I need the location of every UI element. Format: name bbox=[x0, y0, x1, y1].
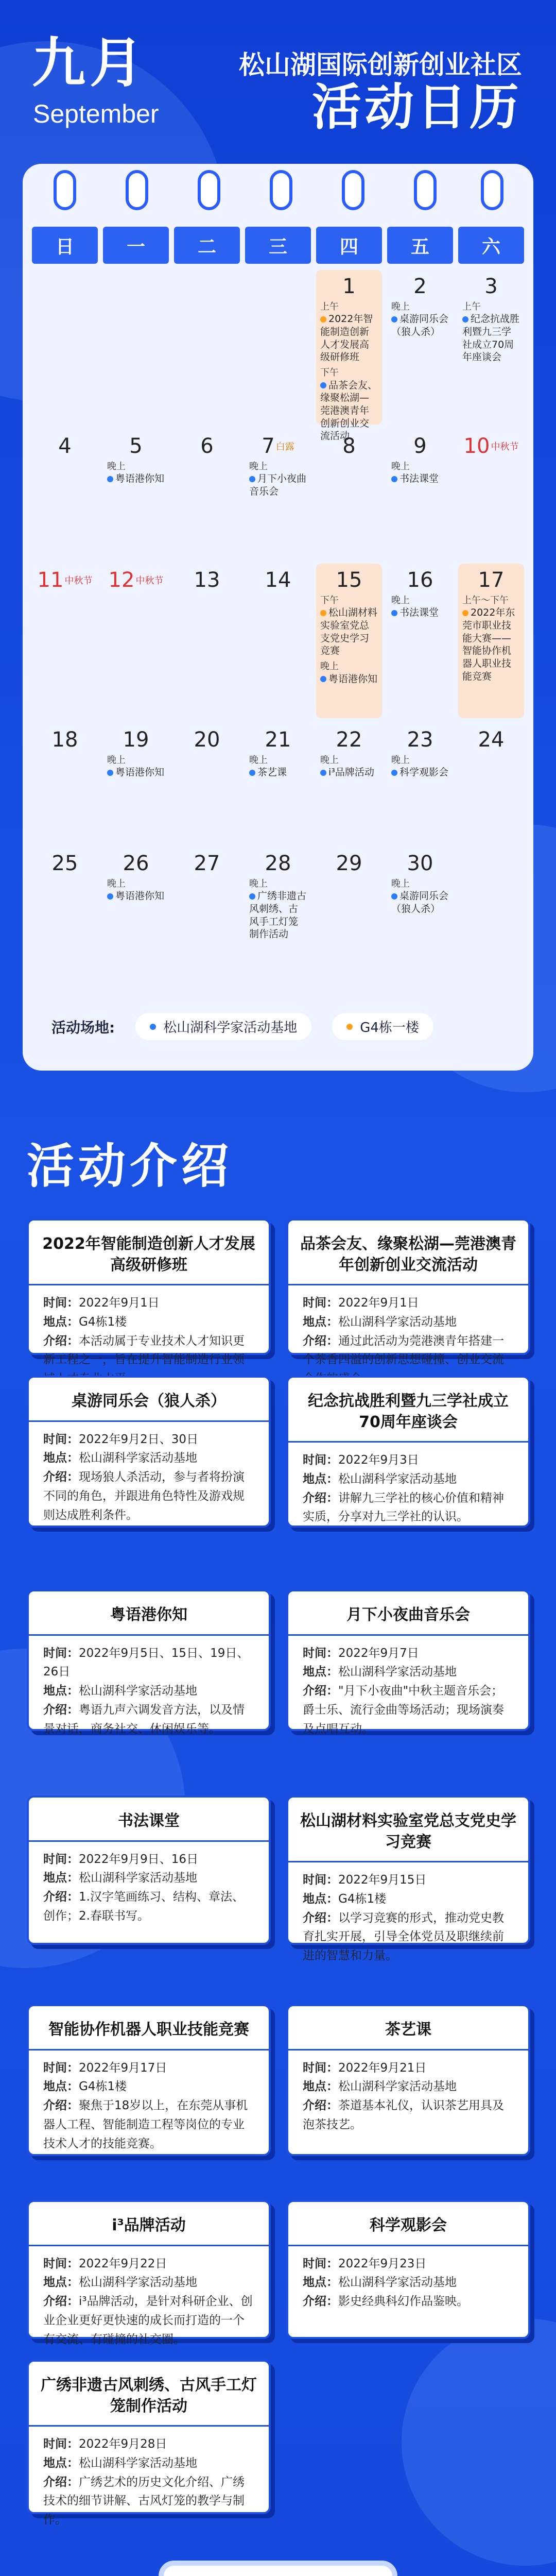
activity-desc bbox=[29, 1701, 269, 1739]
desc-label: 介绍： bbox=[43, 1890, 79, 1904]
base-dot-icon bbox=[150, 1024, 156, 1030]
activity-desc bbox=[29, 2096, 269, 2153]
day-number: 8 bbox=[342, 434, 356, 458]
activity-place bbox=[29, 2454, 269, 2473]
day-event: 晚上 桌游同乐会（狼人杀） bbox=[391, 301, 449, 338]
desc-label: 介绍： bbox=[43, 2295, 79, 2309]
activity-body bbox=[288, 1441, 528, 1538]
activity-card bbox=[286, 1376, 530, 1528]
activity-title: 松山湖材料实验室党总支党史学习竞赛 bbox=[300, 1812, 516, 1851]
weekday-tue: 二 bbox=[174, 227, 240, 264]
activity-place bbox=[29, 2077, 269, 2096]
day-event: 晚上 i³品牌活动 bbox=[320, 755, 374, 778]
calendar-day-24[interactable] bbox=[458, 723, 524, 842]
intro-section-title: 活动介绍 bbox=[27, 1139, 233, 1194]
activity-desc bbox=[288, 1489, 528, 1527]
day-number: 22 bbox=[336, 728, 362, 752]
place-label: 地点： bbox=[43, 1871, 79, 1885]
day-number: 25 bbox=[51, 852, 78, 875]
place-label: 地点： bbox=[303, 1665, 338, 1679]
calendar-day-27[interactable] bbox=[174, 847, 240, 981]
base-dot-icon bbox=[107, 476, 113, 482]
desc-value: i³品牌活动，是针对科研企业、创业企业更好更快速的成长而打造的一个有交流、有碰撞的社交圈。 bbox=[43, 2295, 253, 2346]
calendar-day-2[interactable] bbox=[387, 270, 453, 425]
day-number: 2 bbox=[413, 275, 427, 298]
activity-body bbox=[29, 2245, 269, 2361]
activity-desc bbox=[29, 1468, 269, 1524]
calendar-day-8[interactable] bbox=[316, 430, 382, 558]
time-label: 时间： bbox=[43, 1852, 79, 1866]
calendar-day-11[interactable] bbox=[32, 564, 98, 718]
activity-place bbox=[288, 1313, 528, 1332]
weekday-header bbox=[32, 227, 524, 264]
activity-card bbox=[286, 2004, 530, 2156]
activity-body bbox=[288, 2245, 528, 2323]
calendar-day-empty bbox=[245, 270, 311, 425]
activity-body bbox=[29, 1840, 269, 1937]
place-label: 地点： bbox=[303, 1315, 338, 1329]
time-label: 时间： bbox=[303, 1296, 338, 1310]
activity-desc bbox=[29, 2292, 269, 2349]
page-title: 活动日历 bbox=[312, 78, 522, 136]
place-label: 地点： bbox=[43, 2456, 79, 2470]
calendar-day-21[interactable] bbox=[245, 723, 311, 842]
activity-time bbox=[29, 1850, 269, 1869]
time-value: 2022年9月17日 bbox=[79, 2061, 167, 2075]
activity-time bbox=[288, 1451, 528, 1470]
binder-ring-icon bbox=[414, 170, 437, 210]
calendar-day-12[interactable] bbox=[103, 564, 169, 718]
day-number: 23 bbox=[407, 728, 433, 752]
base-dot-icon bbox=[320, 770, 326, 776]
place-value: 松山湖科学家活动基地 bbox=[338, 1315, 457, 1329]
day-event: 晚上 科学观影会 bbox=[391, 755, 449, 778]
weekday-sun: 日 bbox=[32, 227, 98, 264]
day-event: 晚上 月下小夜曲音乐会 bbox=[249, 461, 307, 498]
activity-title: 月下小夜曲音乐会 bbox=[346, 1606, 470, 1624]
weekday-fri: 五 bbox=[387, 227, 453, 264]
desc-value: 聚焦于18岁以上，在东莞从事机器人工程、智能制造工程等岗位的专业技术人才的技能竞赛。 bbox=[43, 2099, 248, 2150]
activity-time bbox=[29, 2435, 269, 2454]
activity-time bbox=[288, 2059, 528, 2078]
g4-dot-icon bbox=[320, 316, 326, 323]
time-value: 2022年9月28日 bbox=[79, 2437, 167, 2451]
activity-desc bbox=[288, 1909, 528, 1965]
day-number: 10 中秋节 bbox=[463, 434, 519, 458]
weekday-thu: 四 bbox=[316, 227, 382, 264]
time-label: 时间： bbox=[43, 2437, 79, 2451]
place-value: 松山湖科学家活动基地 bbox=[338, 1665, 457, 1679]
activity-title: 桌游同乐会（狼人杀） bbox=[72, 1392, 226, 1410]
time-value: 2022年9月21日 bbox=[338, 2061, 427, 2075]
calendar-week bbox=[32, 847, 524, 981]
place-label: 地点： bbox=[43, 1451, 79, 1465]
day-number: 15 bbox=[336, 568, 362, 592]
day-event: 下午 品茶会友、缘聚松湖—莞港澳青年创新创业交流活动 bbox=[320, 367, 378, 442]
calendar-day-30[interactable] bbox=[387, 847, 453, 981]
calendar-day-empty bbox=[174, 270, 240, 425]
day-number: 24 bbox=[478, 728, 505, 752]
g4-dot-icon bbox=[346, 1024, 353, 1030]
place-value: 松山湖科学家活动基地 bbox=[79, 1871, 197, 1885]
desc-label: 介绍： bbox=[303, 1334, 338, 1348]
calendar-day-25[interactable] bbox=[32, 847, 98, 981]
desc-value: 通过此活动为莞港澳青年搭建一个茶香四溢的创新思想碰撞、创业交流 bbox=[303, 1334, 504, 1367]
activity-card bbox=[27, 1795, 271, 1945]
time-label: 时间： bbox=[303, 1646, 338, 1660]
base-dot-icon bbox=[249, 893, 255, 900]
activity-time bbox=[288, 2255, 528, 2274]
desc-label: 介绍： bbox=[303, 1684, 338, 1698]
day-number: 20 bbox=[194, 728, 220, 752]
activity-title: 智能协作机器人职业技能竞赛 bbox=[48, 2021, 249, 2039]
calendar-day-14[interactable] bbox=[245, 564, 311, 718]
weekday-sat: 六 bbox=[458, 227, 524, 264]
calendar-week bbox=[32, 723, 524, 842]
desc-label: 介绍： bbox=[43, 1334, 79, 1348]
activity-desc bbox=[288, 2096, 528, 2134]
activity-place bbox=[288, 2077, 528, 2096]
place-value: 松山湖科学家活动基地 bbox=[338, 1472, 457, 1486]
time-label: 时间： bbox=[303, 1873, 338, 1887]
activity-card bbox=[286, 2200, 530, 2339]
day-event: 晚上 粤语港你知 bbox=[107, 878, 165, 902]
day-event: 上午 2022年智能制造创新人才发展高级研修班 bbox=[320, 301, 373, 363]
day-event: 晚上 书法课堂 bbox=[391, 595, 439, 619]
calendar-day-28[interactable] bbox=[245, 847, 311, 981]
calendar-week bbox=[32, 430, 524, 558]
day-number: 11 中秋节 bbox=[37, 568, 93, 592]
time-value: 2022年9月22日 bbox=[79, 2257, 167, 2270]
desc-label: 介绍： bbox=[43, 2099, 79, 2113]
day-number: 27 bbox=[194, 852, 220, 875]
day-event: 晚上 广绣非遗古风刺绣、古风手工灯笼制作活动 bbox=[249, 878, 307, 940]
weekday-wed: 三 bbox=[245, 227, 311, 264]
binder-ring-icon bbox=[342, 170, 364, 210]
base-dot-icon bbox=[391, 770, 397, 776]
day-number: 26 bbox=[123, 852, 149, 875]
activity-body bbox=[29, 2049, 269, 2165]
activity-title: 粤语港你知 bbox=[110, 1606, 187, 1624]
activity-body bbox=[29, 1634, 269, 1750]
binder-ring-icon bbox=[481, 170, 503, 210]
day-number: 18 bbox=[51, 728, 78, 752]
activity-title: 茶艺课 bbox=[385, 2021, 431, 2039]
calendar-day-7[interactable] bbox=[245, 430, 311, 558]
binder-ring-icon bbox=[270, 170, 292, 210]
desc-label: 介绍： bbox=[43, 1703, 79, 1717]
day-event: 上午 纪念抗战胜利暨九三学社成立70周年座谈会 bbox=[462, 301, 520, 363]
holiday-tag: 中秋节 bbox=[64, 575, 93, 587]
day-event: 下午 松山湖材料实验室党总支党史学习竞赛 bbox=[320, 595, 378, 657]
time-label: 时间： bbox=[303, 2061, 338, 2075]
day-number: 3 bbox=[484, 275, 498, 298]
place-label: 地点： bbox=[303, 1472, 338, 1486]
desc-value: 讲解九三学社的核心价值和精神实质，分享对九三学社的认识。 bbox=[303, 1491, 504, 1524]
activity-time bbox=[29, 1294, 269, 1313]
day-event: 晚上 茶艺课 bbox=[249, 755, 287, 778]
weekday-mon: 一 bbox=[103, 227, 169, 264]
qr-code[interactable] bbox=[164, 2566, 392, 2576]
month-title: 九月 bbox=[32, 31, 148, 94]
activity-place bbox=[288, 1890, 528, 1909]
legend-label: 活动场地: bbox=[51, 1019, 115, 1036]
g4-dot-icon bbox=[462, 610, 468, 616]
place-value: G4栋1楼 bbox=[338, 1892, 387, 1906]
time-label: 时间： bbox=[43, 2257, 79, 2270]
place-label: 地点： bbox=[43, 2080, 79, 2094]
calendar-day-18[interactable] bbox=[32, 723, 98, 842]
day-number: 28 bbox=[265, 852, 291, 875]
place-label: 地点： bbox=[303, 2080, 338, 2094]
activity-body bbox=[288, 1861, 528, 1977]
activity-title: 书法课堂 bbox=[118, 1812, 180, 1830]
calendar-day-4[interactable] bbox=[32, 430, 98, 558]
activity-card bbox=[27, 1589, 271, 1736]
day-number: 6 bbox=[200, 434, 214, 458]
binder-ring-icon bbox=[54, 170, 76, 210]
solar-term-tag: 白露 bbox=[275, 442, 294, 453]
legend-base: 松山湖科学家活动基地 bbox=[135, 1013, 311, 1040]
qr-code-icon bbox=[164, 2566, 392, 2576]
day-number: 30 bbox=[407, 852, 433, 875]
day-event: 上午～下午 2022年东莞市职业技能大赛——智能协作机器人职业技能竞赛 bbox=[462, 595, 515, 682]
calendar-day-5[interactable] bbox=[103, 430, 169, 558]
time-label: 时间： bbox=[43, 1646, 79, 1660]
day-number: 21 bbox=[265, 728, 291, 752]
calendar-day-15[interactable] bbox=[316, 564, 382, 718]
binder-rings bbox=[23, 170, 533, 191]
place-value: 松山湖科学家活动基地 bbox=[79, 1684, 197, 1698]
header bbox=[0, 0, 556, 170]
desc-label: 介绍： bbox=[43, 1470, 79, 1484]
desc-value: 本活动属于专业技术人才知识更新工程之一，旨在提升智能制造行业领 bbox=[43, 1334, 245, 1367]
desc-value: 广绣艺术的历史文化介绍、广绣技术的细节讲解、古风灯笼的教学与制作。 bbox=[43, 2475, 245, 2527]
time-label: 时间： bbox=[43, 1432, 79, 1446]
activity-time bbox=[288, 1294, 528, 1313]
calendar-day-19[interactable] bbox=[103, 723, 169, 842]
calendar-day-26[interactable] bbox=[103, 847, 169, 981]
binder-ring-icon bbox=[126, 170, 148, 210]
activity-card bbox=[27, 2200, 271, 2346]
desc-value: 现场狼人杀活动，参与者将扮演不同的角色，并跟进角色特性及游戏规则达成胜利条件。 bbox=[43, 1470, 245, 1522]
desc-value: "月下小夜曲"中秋主题音乐会；爵士乐、流行金曲等场活动；现场演奏及点唱互动。 bbox=[303, 1684, 504, 1736]
activity-body bbox=[29, 2425, 269, 2541]
calendar-day-16[interactable] bbox=[387, 564, 453, 718]
base-dot-icon bbox=[249, 476, 255, 482]
bg-circle bbox=[402, 2318, 556, 2566]
day-number: 16 bbox=[407, 568, 433, 592]
place-value: 松山湖科学家活动基地 bbox=[338, 2276, 457, 2290]
day-number: 17 bbox=[478, 568, 505, 592]
place-value: 松山湖科学家活动基地 bbox=[79, 2276, 197, 2290]
activity-place bbox=[29, 1449, 269, 1468]
day-number: 19 bbox=[123, 728, 149, 752]
activity-card bbox=[286, 1589, 530, 1736]
base-dot-icon bbox=[391, 316, 397, 323]
desc-label: 介绍： bbox=[303, 2099, 338, 2113]
calendar-week bbox=[32, 564, 524, 718]
holiday-tag: 中秋节 bbox=[491, 442, 519, 453]
place-label: 地点： bbox=[43, 1684, 79, 1698]
activity-desc bbox=[288, 1682, 528, 1738]
day-event: 晚上 粤语港你知 bbox=[320, 661, 378, 685]
activity-time bbox=[29, 1430, 269, 1449]
time-value: 2022年9月1日 bbox=[338, 1296, 419, 1310]
calendar-day-1[interactable] bbox=[316, 270, 382, 442]
base-dot-icon bbox=[391, 610, 397, 616]
calendar-day-6[interactable] bbox=[174, 430, 240, 558]
day-number: 29 bbox=[336, 852, 362, 875]
desc-value: 茶道基本礼仪，认识茶艺用具及泡茶技艺。 bbox=[303, 2099, 504, 2131]
time-label: 时间： bbox=[43, 2061, 79, 2075]
time-value: 2022年9月5日、15日、19日、26日 bbox=[43, 1646, 249, 1679]
day-event: 晚上 粤语港你知 bbox=[107, 461, 165, 485]
base-dot-icon bbox=[391, 476, 397, 482]
calendar-day-9[interactable] bbox=[387, 430, 453, 558]
day-number: 1 bbox=[342, 275, 356, 298]
activity-title: 广绣非遗古风刺绣、古风手工灯笼制作活动 bbox=[41, 2376, 257, 2415]
activity-card bbox=[286, 1795, 530, 1963]
calendar-day-17[interactable] bbox=[458, 564, 524, 718]
activity-place bbox=[29, 1313, 269, 1332]
day-number: 9 bbox=[413, 434, 427, 458]
activity-place bbox=[29, 2273, 269, 2292]
desc-label: 介绍： bbox=[303, 1911, 338, 1925]
activity-card bbox=[27, 1218, 271, 1367]
holiday-tag: 中秋节 bbox=[135, 575, 164, 587]
activity-time bbox=[29, 1644, 269, 1682]
base-dot-icon bbox=[320, 382, 326, 388]
calendar-day-10[interactable] bbox=[458, 430, 524, 558]
binder-ring-icon bbox=[198, 170, 220, 210]
desc-label: 介绍： bbox=[43, 2475, 79, 2489]
place-label: 地点： bbox=[303, 1892, 338, 1906]
venue-legend bbox=[51, 1013, 433, 1040]
day-event: 晚上 桌游同乐会（狼人杀） bbox=[391, 878, 449, 915]
place-value: G4栋1楼 bbox=[79, 1315, 127, 1329]
desc-label: 介绍： bbox=[303, 1491, 338, 1505]
activity-body bbox=[288, 1634, 528, 1750]
activity-title: 纪念抗战胜利暨九三学社成立70周年座谈会 bbox=[308, 1392, 509, 1431]
activity-place bbox=[288, 2273, 528, 2292]
calendar-day-22[interactable] bbox=[316, 723, 382, 842]
desc-value: 1.汉字笔画练习、结构、章法、创作；2.春联书写。 bbox=[43, 1890, 244, 1923]
day-number: 14 bbox=[265, 568, 291, 592]
activity-card bbox=[27, 1376, 271, 1528]
day-number: 13 bbox=[194, 568, 220, 592]
activity-title: 品茶会友、缘聚松湖—莞港澳青年创新创业交流活动 bbox=[300, 1235, 516, 1274]
calendar-grid bbox=[32, 270, 524, 986]
day-number: 12 中秋节 bbox=[108, 568, 164, 592]
g4-dot-icon bbox=[320, 610, 326, 616]
calendar-day-23[interactable] bbox=[387, 723, 453, 842]
calendar-day-empty bbox=[458, 847, 524, 981]
activity-card bbox=[27, 2360, 271, 2527]
time-value: 2022年9月15日 bbox=[338, 1873, 427, 1887]
time-value: 2022年9月2日、30日 bbox=[79, 1432, 199, 1446]
calendar-day-13[interactable] bbox=[174, 564, 240, 718]
organization-name: 松山湖国际创新创业社区 bbox=[239, 50, 522, 80]
activity-place bbox=[29, 1682, 269, 1701]
day-number: 5 bbox=[129, 434, 143, 458]
desc-value: 粤语九声六调发音方法，以及情景对话，商务社交、休闲娱乐等。 bbox=[43, 1703, 245, 1736]
activity-desc bbox=[29, 1888, 269, 1926]
activity-card bbox=[27, 2004, 271, 2156]
activity-place bbox=[29, 1869, 269, 1888]
activity-time bbox=[29, 2255, 269, 2274]
day-event: 晚上 书法课堂 bbox=[391, 461, 439, 485]
calendar-day-20[interactable] bbox=[174, 723, 240, 842]
time-value: 2022年9月23日 bbox=[338, 2257, 427, 2270]
activity-time bbox=[288, 1871, 528, 1890]
activity-body bbox=[29, 1420, 269, 1536]
time-value: 2022年9月3日 bbox=[338, 1453, 419, 1467]
calendar-week bbox=[32, 270, 524, 442]
month-english: September bbox=[33, 99, 159, 128]
place-label: 地点： bbox=[43, 1315, 79, 1329]
activity-body bbox=[288, 2049, 528, 2146]
base-dot-icon bbox=[249, 770, 255, 776]
base-dot-icon bbox=[462, 316, 468, 323]
base-dot-icon bbox=[107, 893, 113, 900]
activity-card bbox=[286, 1218, 530, 1367]
desc-label: 介绍： bbox=[303, 2295, 338, 2309]
activity-time bbox=[29, 2059, 269, 2078]
place-label: 地点： bbox=[43, 2276, 79, 2290]
calendar-day-empty bbox=[32, 270, 98, 425]
calendar-day-29[interactable] bbox=[316, 847, 382, 981]
activity-title: 科学观影会 bbox=[370, 2216, 447, 2234]
activity-place bbox=[288, 1663, 528, 1682]
time-value: 2022年9月7日 bbox=[338, 1646, 419, 1660]
desc-value: 影史经典科幻作品鉴映。 bbox=[338, 2295, 468, 2309]
place-value: 松山湖科学家活动基地 bbox=[338, 2080, 457, 2094]
day-number: 7 白露 bbox=[262, 434, 294, 458]
desc-value: 以学习竞赛的形式，推动党史教育扎实开展，引导全体党员及职继续前进的智慧和力量。 bbox=[303, 1911, 504, 1963]
time-label: 时间： bbox=[303, 1453, 338, 1467]
activity-time bbox=[288, 1644, 528, 1663]
time-value: 2022年9月9日、16日 bbox=[79, 1852, 199, 1866]
base-dot-icon bbox=[107, 770, 113, 776]
base-dot-icon bbox=[320, 676, 326, 682]
place-value: G4栋1楼 bbox=[79, 2080, 127, 2094]
time-label: 时间： bbox=[303, 2257, 338, 2270]
day-number: 4 bbox=[58, 434, 72, 458]
activity-title: i³品牌活动 bbox=[112, 2216, 186, 2234]
place-value: 松山湖科学家活动基地 bbox=[79, 1451, 197, 1465]
base-dot-icon bbox=[391, 893, 397, 900]
activity-place bbox=[288, 1470, 528, 1489]
calendar-day-3[interactable] bbox=[458, 270, 524, 425]
place-value: 松山湖科学家活动基地 bbox=[79, 2456, 197, 2470]
activity-desc bbox=[288, 2292, 528, 2311]
day-event: 晚上 粤语港你知 bbox=[107, 755, 165, 778]
time-label: 时间： bbox=[43, 1296, 79, 1310]
activity-desc bbox=[29, 2473, 269, 2530]
legend-g4: G4栋一楼 bbox=[332, 1013, 433, 1040]
place-label: 地点： bbox=[303, 2276, 338, 2290]
activity-title: 2022年智能制造创新人才发展高级研修班 bbox=[42, 1235, 255, 1274]
time-value: 2022年9月1日 bbox=[79, 1296, 160, 1310]
calendar-day-empty bbox=[103, 270, 169, 425]
